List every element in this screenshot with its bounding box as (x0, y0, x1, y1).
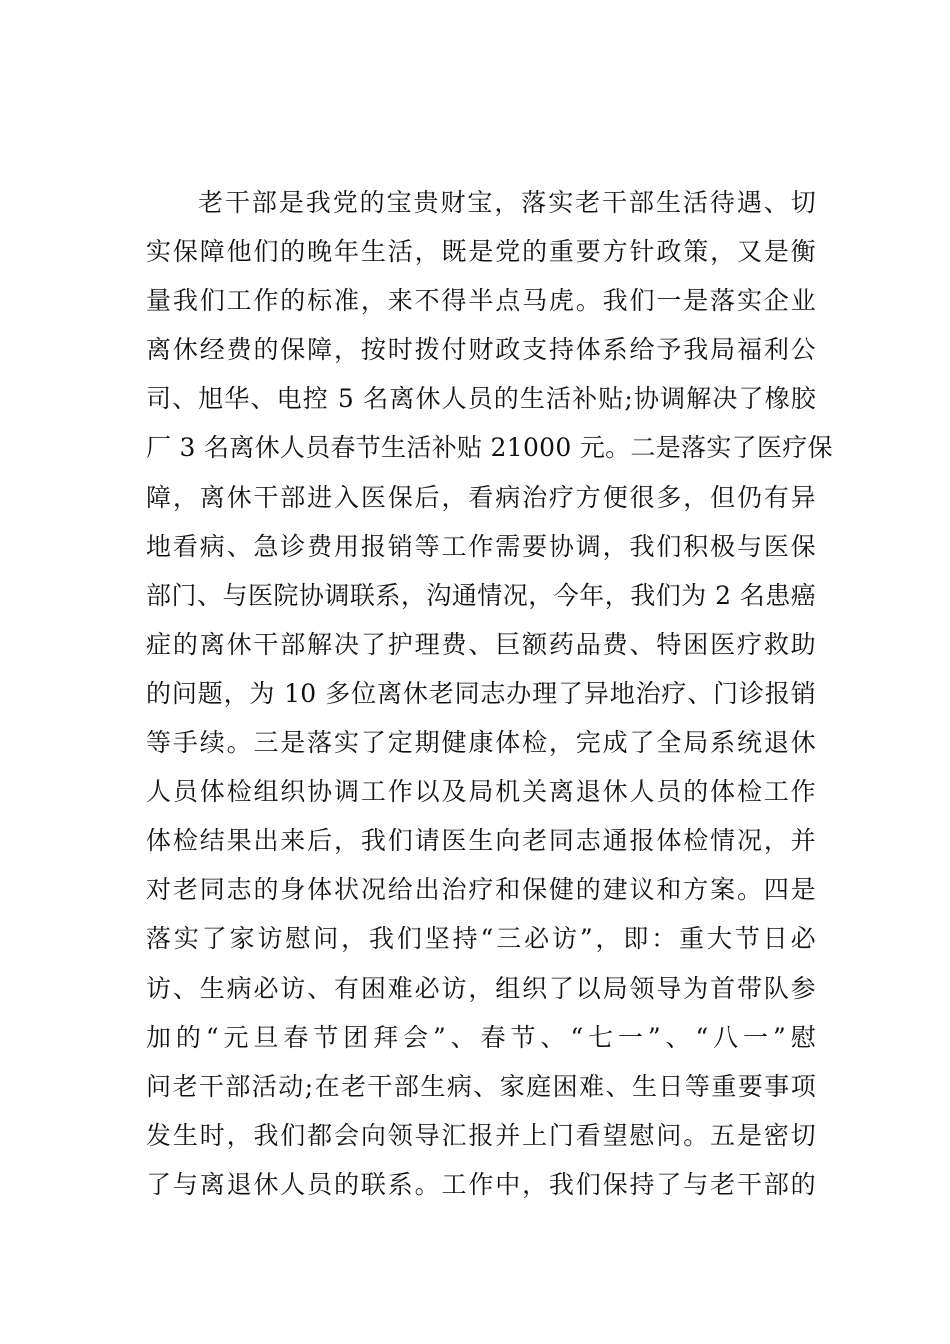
paragraph-line: 人员体检组织协调工作以及局机关离退休人员的体检工作 (146, 777, 816, 807)
paragraph-line: 实保障他们的晚年生活，既是党的重要方针政策，又是衡 (146, 237, 816, 267)
paragraph-line: 地看病、急诊费用报销等工作需要协调，我们积极与医保 (146, 531, 816, 561)
paragraph-line: 体检结果出来后，我们请医生向老同志通报体检情况，并 (146, 826, 816, 856)
paragraph-line: 司、旭华、电控 5 名离休人员的生活补贴;协调解决了橡胶 (146, 384, 816, 414)
paragraph-line: 量我们工作的标准，来不得半点马虎。我们一是落实企业 (146, 286, 816, 316)
paragraph-line: 落实了家访慰问，我们坚持“三必访”，即：重大节日必 (146, 924, 816, 954)
paragraph-line: 对老同志的身体状况给出治疗和保健的建议和方案。四是 (146, 875, 816, 905)
body-paragraph (146, 178, 833, 1209)
paragraph-line: 的问题，为 10 多位离休老同志办理了异地治疗、门诊报销 (146, 678, 816, 708)
paragraph-line: 访、生病必访、有困难必访，组织了以局领导为首带队参 (146, 973, 816, 1003)
paragraph-line: 障，离休干部进入医保后，看病治疗方便很多，但仍有异 (146, 482, 816, 512)
paragraph-line: 部门、与医院协调联系，沟通情况，今年，我们为 2 名患癌 (146, 580, 816, 610)
paragraph-line: 了与离退休人员的联系。工作中，我们保持了与老干部的 (146, 1169, 816, 1199)
paragraph-line: 等手续。三是落实了定期健康体检，完成了全局系统退休 (146, 728, 816, 758)
paragraph-line: 厂 3 名离休人员春节生活补贴 21000 元。二是落实了医疗保 (146, 433, 833, 463)
paragraph-line: 离休经费的保障，按时拨付财政支持体系给予我局福利公 (146, 335, 816, 365)
paragraph-line: 老干部是我党的宝贵财宝，落实老干部生活待遇、切 (198, 188, 816, 217)
paragraph-line: 发生时，我们都会向领导汇报并上门看望慰问。五是密切 (146, 1120, 816, 1150)
paragraph-line: 加的“元旦春节团拜会”、春节、“七一”、“八一”慰 (146, 1022, 816, 1052)
paragraph-line: 症的离休干部解决了护理费、巨额药品费、特困医疗救助 (146, 629, 816, 659)
paragraph-line: 问老干部活动;在老干部生病、家庭困难、生日等重要事项 (146, 1071, 816, 1101)
